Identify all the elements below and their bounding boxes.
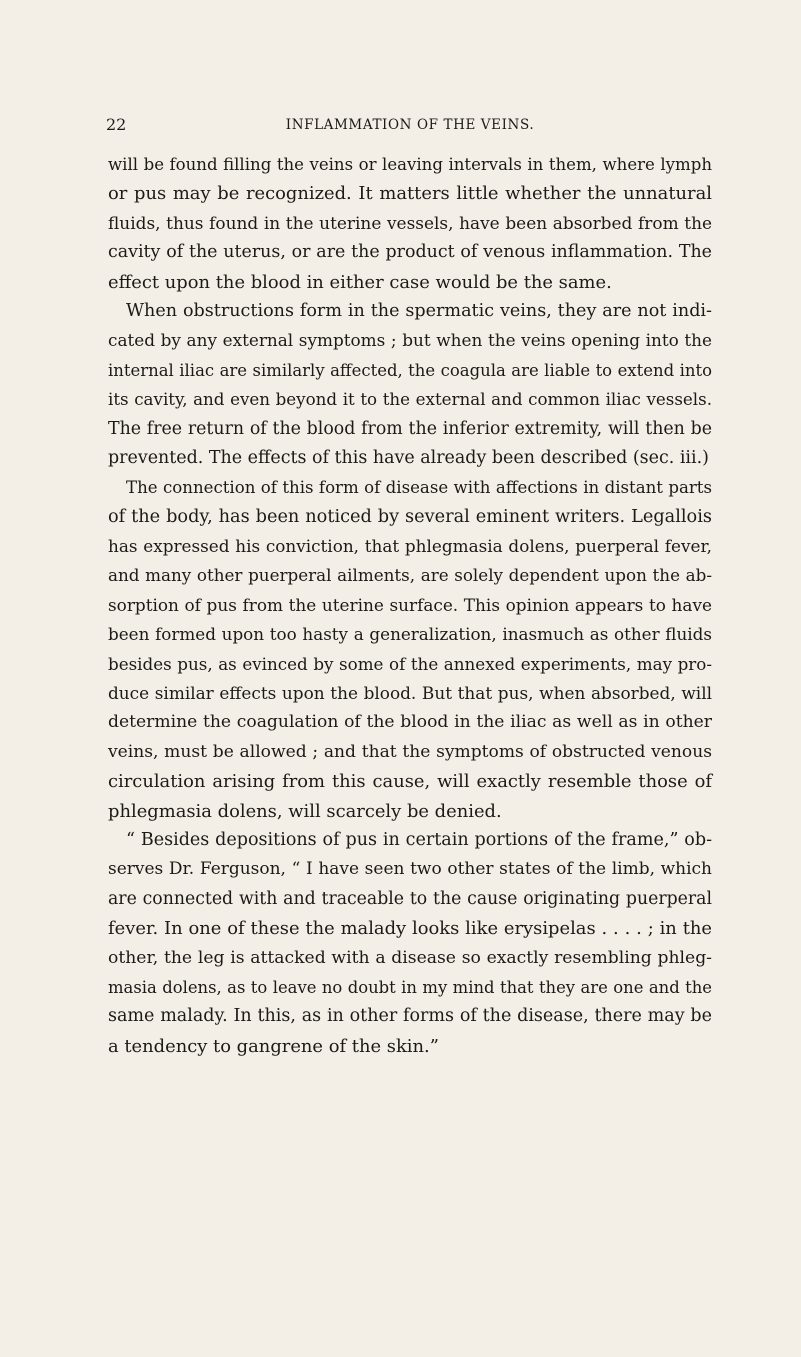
text-line: serves Dr. Ferguson, “ I have seen two other states of the limb, which — [108, 859, 712, 880]
text-line: cavity of the uterus, or are the product of venous inflammation. The — [108, 242, 712, 263]
running-head — [108, 115, 712, 141]
text-line: same malady. In this, as in other forms of the disease, there may be — [108, 1006, 712, 1027]
text-line: fever. In one of these the malady looks like erysipelas . . . . ; in the — [108, 918, 712, 940]
page-number: 22 — [106, 115, 127, 134]
text-line: internal iliac are similarly affected, the coagula are liable to extend into — [108, 360, 712, 380]
running-title: INFLAMMATION OF THE VEINS. — [285, 117, 535, 133]
text-line: been formed upon too hasty a generalization, inasmuch as other fluids — [108, 624, 712, 645]
text-line: sorption of pus from the uterine surface. This opinion appears to have — [108, 594, 712, 615]
text-line: The free return of the blood from the inferior extremity, will then be — [108, 418, 712, 439]
text-line: will be found filling the veins or leaving intervals in them, where lymph — [108, 155, 712, 174]
text-line: The connection of this form of disease with affections in distant parts — [126, 478, 712, 498]
text-line: its cavity, and even beyond it to the external and common iliac vessels. — [108, 389, 712, 410]
text-line: phlegmasia dolens, will scarcely be denied. — [108, 800, 502, 822]
text-line: When obstructions form in the spermatic veins, they are not indi- — [126, 300, 712, 321]
text-line: besides pus, as evinced by some of the annexed experiments, may pro- — [108, 653, 712, 674]
text-line: circulation arising from this cause, will exactly resemble those of — [108, 771, 712, 793]
text-line: other, the leg is attacked with a disease so exactly resembling phleg- — [108, 947, 712, 968]
text-line: effect upon the blood in either case would be the same. — [108, 271, 612, 293]
text-line: duce similar effects upon the blood. But that pus, when absorbed, will — [108, 683, 712, 704]
text-line: cated by any external symptoms ; but when the veins opening into the — [108, 330, 712, 351]
text-line: and many other puerperal ailments, are solely dependent upon the ab- — [108, 565, 712, 586]
text-line: veins, must be allowed ; and that the symptoms of obstructed venous — [108, 741, 712, 762]
text-line: “ Besides depositions of pus in certain portions of the frame,” ob- — [126, 829, 712, 850]
text-line: has expressed his conviction, that phlegmasia dolens, puerperal fever, — [108, 536, 712, 557]
text-line: determine the coagulation of the blood in the iliac as well as in other — [108, 712, 712, 733]
text-line: are connected with and traceable to the cause originating puerperal — [108, 888, 712, 909]
text-line: masia dolens, as to leave no doubt in my mind that they are one and the — [108, 977, 712, 997]
text-line: of the body, has been noticed by several eminent writers. Legallois — [108, 506, 712, 527]
text-line: or pus may be recognized. It matters little whether the unnatural — [108, 183, 712, 205]
text-line: fluids, thus found in the uterine vessels, have been absorbed from the — [108, 212, 712, 233]
text-line: a tendency to gangrene of the skin.” — [108, 1035, 439, 1057]
body-text — [108, 150, 712, 1061]
text-line: prevented. The effects of this have already been described (sec. iii.) — [108, 447, 709, 468]
